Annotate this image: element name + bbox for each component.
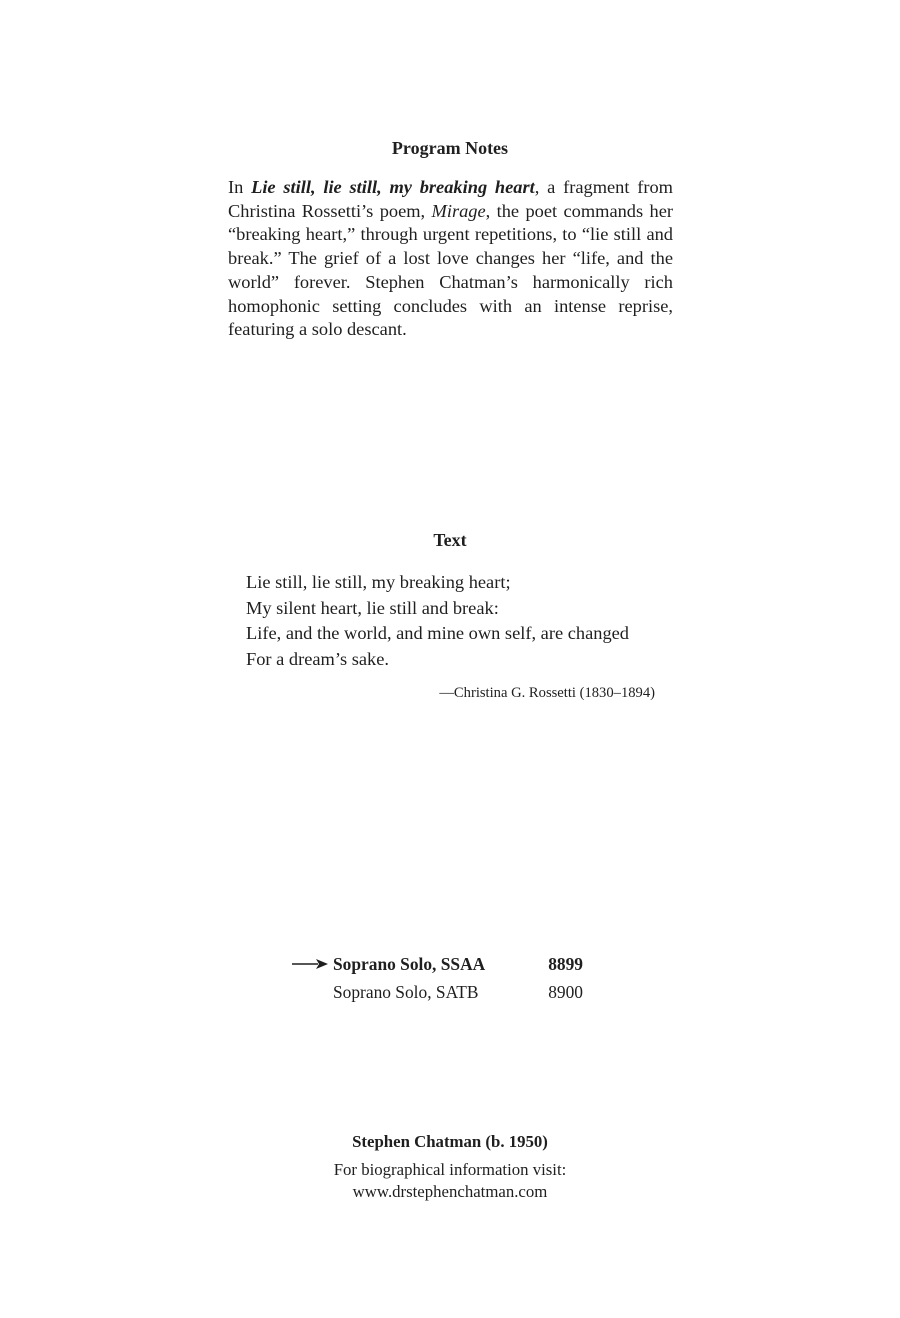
edition-name: Soprano Solo, SATB [333,982,479,1002]
composer-website-link[interactable]: www.drstephenchatman.com [352,1182,548,1201]
poem-line: Life, and the world, and mine own self, are changed [246,623,629,643]
poem-attribution: —Christina G. Rossetti (1830–1894) [439,685,655,701]
edition-row [290,980,600,1008]
edition-number: 8899 [548,954,583,974]
edition-row-current [290,952,600,980]
notes-poem-reference: Mirage [431,200,486,221]
edition-list [290,952,600,1008]
poem-text [246,570,629,672]
bio-prompt: For biographical information visit: [333,1160,567,1179]
text-section-title: Text [433,530,467,550]
notes-part-a: , a fragment from Christina Rossetti’s poem, [228,177,673,221]
program-notes-body [228,176,673,342]
notes-title-reference: Lie still, lie still, my breaking heart [251,177,535,197]
edition-name: Soprano Solo, SSAA [333,954,486,974]
edition-number: 8900 [548,982,583,1002]
poem-line: Lie still, lie still, my breaking heart; [246,572,511,592]
composer-info [0,1130,900,1203]
composer-name: Stephen Chatman (b. 1950) [352,1132,548,1151]
poem-line: For a dream’s sake. [246,648,389,669]
arrow-right-icon [292,955,328,973]
notes-part-b: , the poet commands her “breaking heart,” through urgent repetitions, to “lie still and break.” The grief of a lost love changes her “life, and the world” forever. Stephen Chatman’s harmonically rich homophonic setting concludes with an intense reprise, featuring a solo descant. [228,200,673,340]
poem-line: My silent heart, lie still and break: [246,597,499,618]
notes-intro: In [228,177,252,197]
program-notes-title: Program Notes [391,138,509,158]
